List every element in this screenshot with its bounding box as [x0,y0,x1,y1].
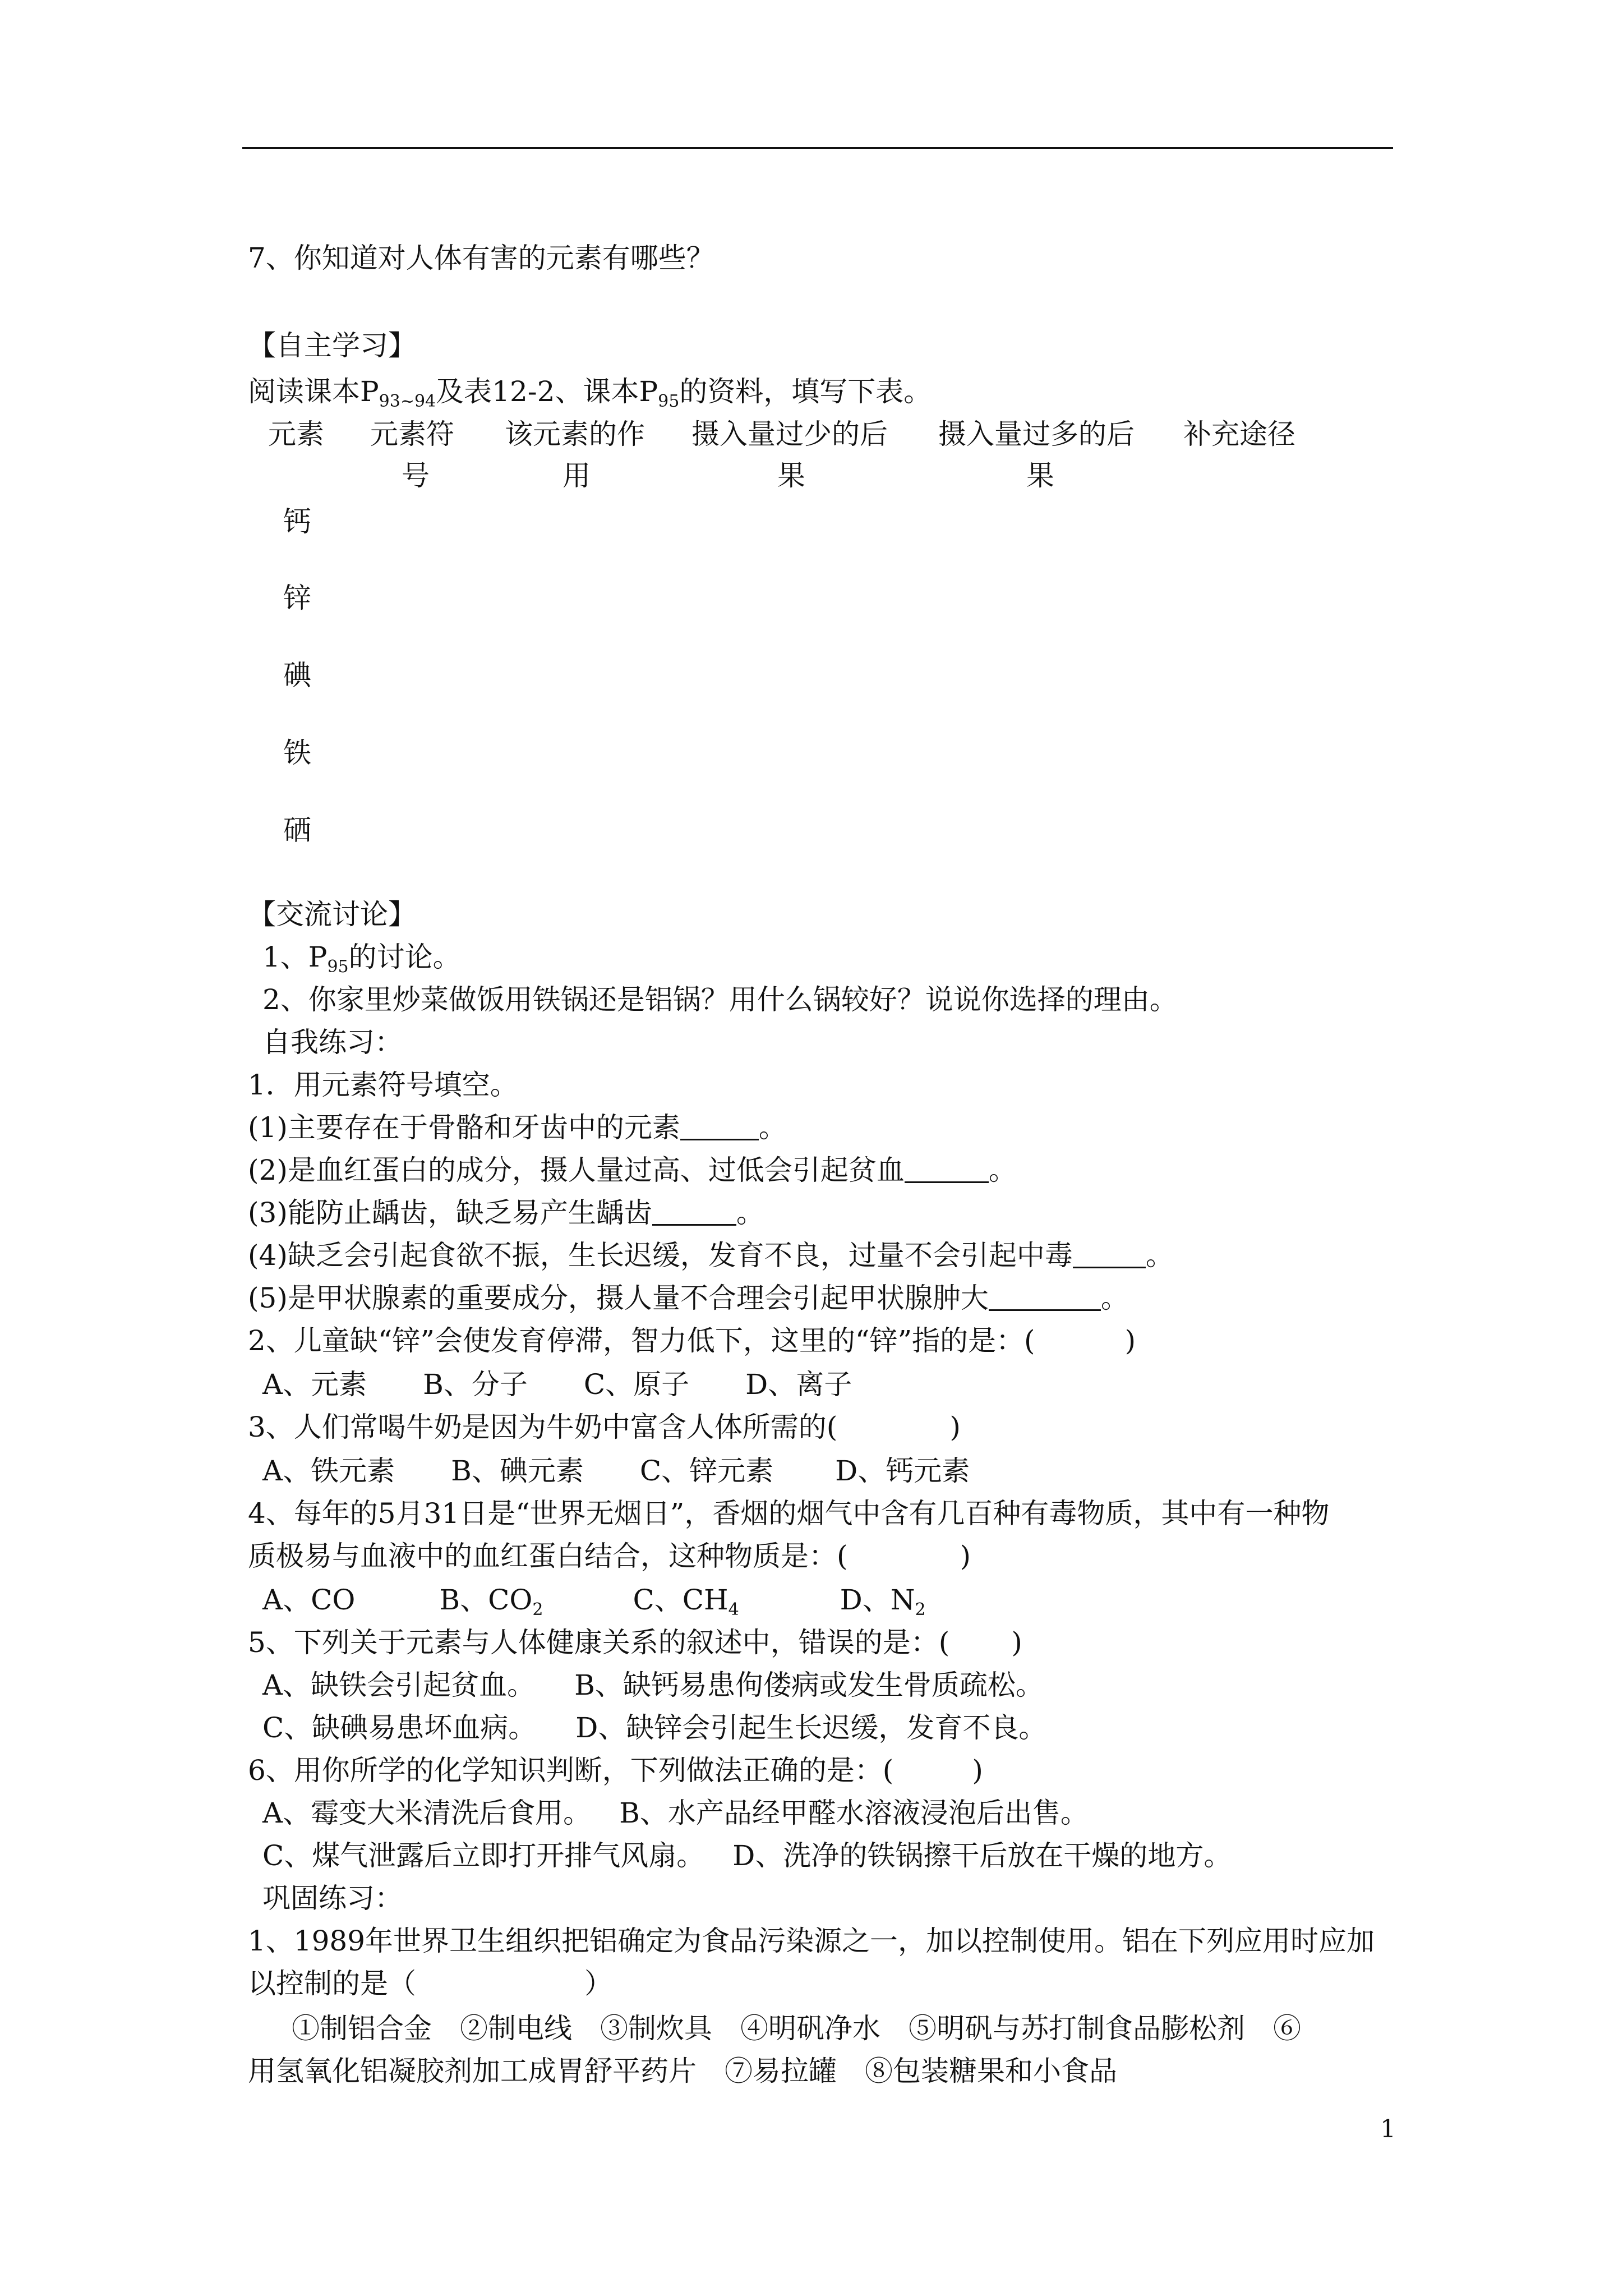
practice-q6-options-ab [262,1796,1089,1830]
consolidate-q1-line2: 以控制的是（ ） [248,1967,612,2000]
answer-blank[interactable] [1073,1239,1146,1268]
col-header-excess-cont: 果 [1026,459,1054,492]
element-row-iron: 铁 [283,737,311,769]
consolidate-q1-items: ①制铝合金 ②制电线 ③制炊具 ④明矾净水 ⑤明矾与苏打制食品膨松剂 ⑥ [292,2012,1301,2045]
option-a[interactable]: A、元素 [262,1368,367,1401]
practice-q6: 6、用你所学的化学知识判断，下列做法正确的是：( ) [248,1754,983,1787]
element-row-zinc: 锌 [283,582,311,614]
option-b[interactable]: B、碘元素 [451,1455,584,1487]
practice-q5-options-ab [262,1668,1044,1702]
practice-q1-4: (4)缺乏会引起食欲不振，生长迟缓，发育不良，过量不会引起中毒 。 [248,1239,1174,1272]
col-header-symbol-cont: 号 [402,459,430,492]
col-header-deficiency: 摄入量过少的后 [691,418,888,450]
answer-blank[interactable] [905,1153,989,1183]
practice-q6-options-cd [262,1839,1232,1872]
practice-q4-options [262,1583,926,1627]
practice-q5-options-cd [262,1711,1046,1745]
practice-q1-3: (3)能防止龋齿，缺乏易产生龋齿 。 [248,1197,764,1229]
option-d[interactable]: D、$N_2$ [840,1584,926,1619]
answer-blank[interactable] [680,1111,759,1140]
practice-q2-options [262,1368,852,1401]
self-study-instruction: 阅读课本$P_{93\sim 94}$及表12-2、课本$P_{95}$的资料，填写下表。 [248,375,932,411]
option-d[interactable]: D、钙元素 [835,1455,970,1487]
option-a[interactable]: A、CO [262,1584,356,1616]
practice-q4-line1: 4、每年的5月31日是“世界无烟日”，香烟的烟气中含有几百种有毒物质，其中有一种物 [248,1497,1330,1530]
practice-q1: 1．用元素符号填空。 [248,1069,518,1101]
answer-blank[interactable] [989,1281,1101,1311]
option-a[interactable]: A、霉变大米清洗后食用。 [262,1797,592,1829]
self-study-heading: 【自主学习】 [248,329,416,362]
discussion-item-2: 2、你家里炒菜做饭用铁锅还是铝锅？用什么锅较好？说说你选择的理由。 [262,983,1178,1016]
practice-q5: 5、下列关于元素与人体健康关系的叙述中，错误的是：( ) [248,1626,1022,1659]
question-7: 7、你知道对人体有害的元素有哪些？ [248,242,714,274]
practice-q1-1: (1)主要存在于骨骼和牙齿中的元素 。 [248,1111,787,1144]
element-row-iodine: 碘 [283,659,311,692]
discussion-heading: 【交流讨论】 [248,898,416,931]
practice-heading: 自我练习： [262,1026,403,1059]
practice-q3-options [262,1454,970,1488]
practice-q1-5: (5)是甲状腺素的重要成分，摄人量不合理会引起甲状腺肿大 。 [248,1282,1129,1314]
option-a[interactable]: A、铁元素 [262,1455,395,1487]
option-c[interactable]: C、原子 [583,1368,690,1401]
consolidate-q1-line1: 1、1989年世界卫生组织把铝确定为食品污染源之一，加以控制使用。铝在下列应用时应加 [248,1925,1375,1957]
col-header-excess: 摄入量过多的后 [938,418,1135,450]
option-c[interactable]: C、锌元素 [639,1455,774,1487]
header-rule [242,147,1393,149]
option-b[interactable]: B、$CO_2$ [439,1584,543,1619]
option-b[interactable]: B、缺钙易患佝偻病或发生骨质疏松。 [574,1669,1044,1701]
option-d[interactable]: D、离子 [745,1368,852,1401]
col-header-function: 该元素的作 [505,418,645,450]
col-header-supplement: 补充途径 [1183,418,1295,450]
col-header-element: 元素 [268,418,324,450]
option-a[interactable]: A、缺铁会引起贫血。 [262,1669,536,1701]
practice-q2: 2、儿童缺“锌”会使发育停滞，智力低下，这里的“锌”指的是：( ) [248,1324,1136,1357]
option-c[interactable]: C、缺碘易患坏血病。 [262,1711,537,1744]
consolidate-q1-items-cont: 用氢氧化铝凝胶剂加工成胃舒平药片 ⑦易拉罐 ⑧包装糖果和小食品 [248,2055,1117,2087]
option-b[interactable]: B、水产品经甲醛水溶液浸泡后出售。 [619,1797,1089,1829]
practice-q3: 3、人们常喝牛奶是因为牛奶中富含人体所需的( ) [248,1411,961,1443]
element-row-calcium: 钙 [283,505,311,538]
option-d[interactable]: D、缺锌会引起生长迟缓，发育不良。 [575,1711,1047,1744]
practice-q4-line2: 质极易与血液中的血红蛋白结合，这种物质是：( ) [248,1540,971,1572]
element-row-selenium: 硒 [283,814,311,846]
col-header-deficiency-cont: 果 [777,459,805,492]
consolidate-heading: 巩固练习： [262,1882,403,1915]
col-header-function-cont: 用 [562,459,591,492]
option-c[interactable]: C、煤气泄露后立即打开排气风扇。 [262,1839,705,1872]
practice-q1-2: (2)是血红蛋白的成分，摄人量过高、过低会引起贫血 。 [248,1154,1017,1186]
answer-blank[interactable] [652,1196,736,1226]
page-number: 1 [1380,2115,1396,2143]
discussion-item-1: 1、$P_{95}$的讨论。 [262,941,461,977]
option-b[interactable]: B、分子 [423,1368,528,1401]
col-header-symbol: 元素符 [370,418,454,450]
option-c[interactable]: C、$CH_4$ [633,1584,739,1619]
option-d[interactable]: D、洗净的铁锅擦干后放在干燥的地方。 [732,1839,1232,1872]
